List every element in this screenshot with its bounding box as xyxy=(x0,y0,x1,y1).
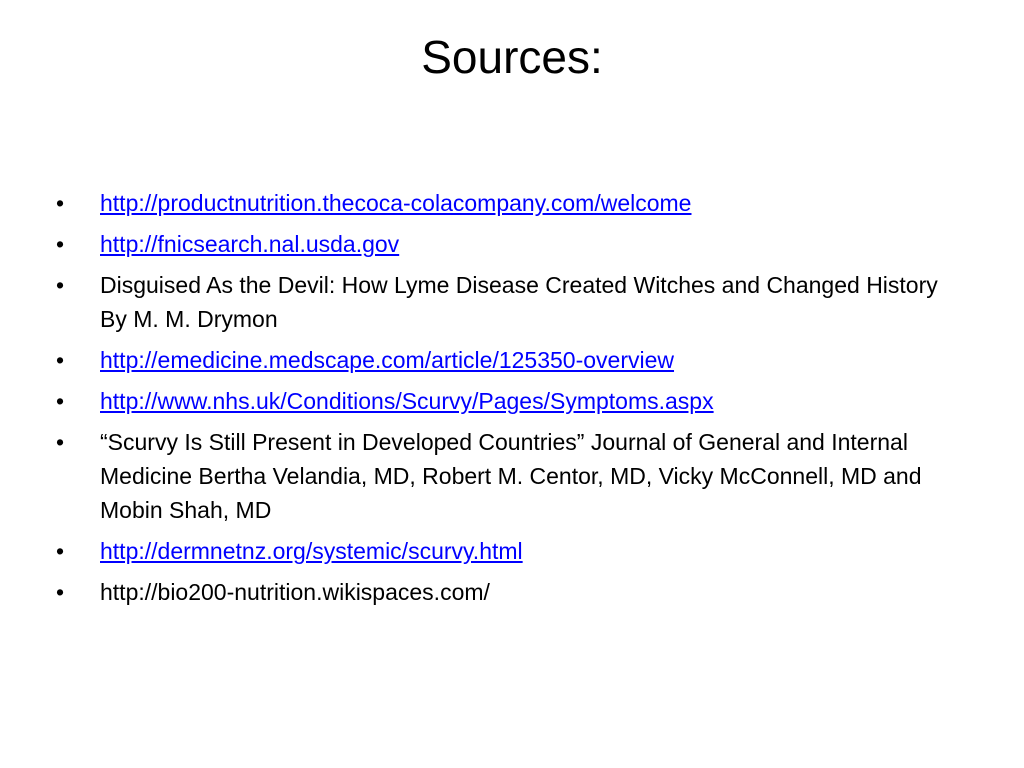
slide-title: Sources: xyxy=(421,31,603,83)
source-text-wikispaces: http://bio200-nutrition.wikispaces.com/ xyxy=(100,579,490,605)
bullet-icon: • xyxy=(56,429,65,455)
source-link-medscape[interactable]: http://emedicine.medscape.com/article/125350-overview xyxy=(100,347,675,373)
source-link-usda[interactable]: http://fnicsearch.nal.usda.gov xyxy=(100,231,400,257)
bullet-icon: • xyxy=(56,272,65,298)
bullet-icon: • xyxy=(56,231,65,257)
source-item xyxy=(56,575,956,609)
source-link-dermnet[interactable]: http://dermnetnz.org/systemic/scurvy.html xyxy=(100,538,523,564)
source-item xyxy=(56,384,956,418)
source-list xyxy=(56,186,956,616)
source-item xyxy=(56,425,956,527)
bullet-icon: • xyxy=(56,190,65,216)
source-text-book: Disguised As the Devil: How Lyme Disease Created Witches and Changed History By M. M. Drymon xyxy=(100,272,938,332)
source-link-coca-cola[interactable]: http://productnutrition.thecoca-colacompany.com/welcome xyxy=(100,190,692,216)
bullet-icon: • xyxy=(56,538,65,564)
bullet-icon: • xyxy=(56,388,65,414)
source-text-journal: “Scurvy Is Still Present in Developed Countries” Journal of General and Internal Medicine Bertha Velandia, MD, Robert M. Centor, MD, Vicky McConnell, MD and Mobin Shah, MD xyxy=(100,429,922,523)
source-item xyxy=(56,534,956,568)
bullet-icon: • xyxy=(56,579,65,605)
source-item xyxy=(56,186,956,220)
source-link-nhs[interactable]: http://www.nhs.uk/Conditions/Scurvy/Pages/Symptoms.aspx xyxy=(100,388,714,414)
source-item xyxy=(56,343,956,377)
bullet-icon: • xyxy=(56,347,65,373)
source-item xyxy=(56,268,956,336)
source-item xyxy=(56,227,956,261)
